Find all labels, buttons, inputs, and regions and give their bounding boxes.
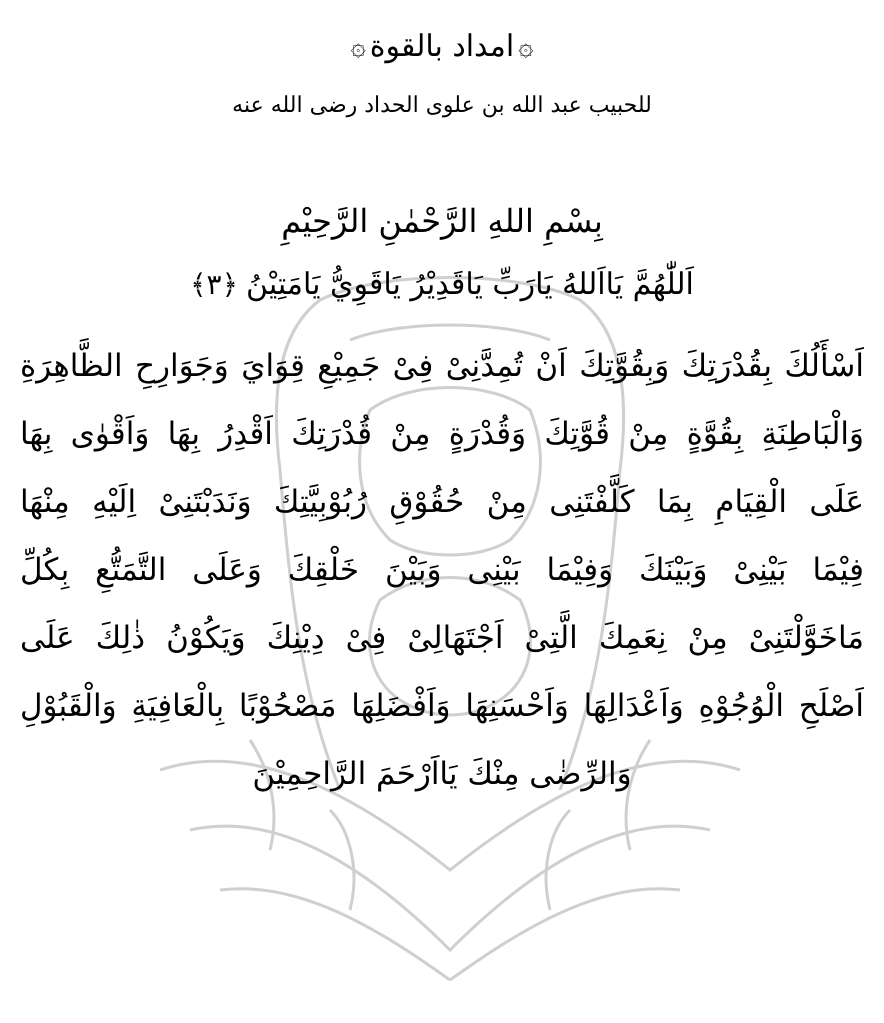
basmala: بِسْمِ اللهِ الرَّحْمٰنِ الرَّحِيْمِ [281,202,603,240]
repeat-count: ٣ [206,268,222,301]
prayer-line: اَسْأَلُكَ بِقُدْرَتِكَ وَبِقُوَّتِكَ اَنْ تُمِدَّنِىْ فِىْ جَمِيْعِ قِوَايَ وَجَوَارِحِ الظَّاهِرَةِ [20,348,864,384]
repeat-count-marker: ﴿٣﴾ [190,268,238,301]
attribution-subtitle: للحبيب عبد الله بن علوى الحداد رضى الله عنه [232,93,652,118]
prayer-line: وَالرِّضٰى مِنْكَ يَااَرْحَمَ الرَّاحِمِيْنَ [252,756,632,792]
prayer-line: مَاخَوَّلْتَنِىْ مِنْ نِعَمِكَ الَّتِىْ اَجْتَهَالِىْ فِىْ دِيْنِكَ وَيَكُوْنُ ذٰلِكَ عَلَى [20,620,864,656]
invocation-line [0,262,884,308]
title-row [0,22,884,72]
page-title: امداد بالقوة [369,29,515,64]
ornament-left-icon: ۞ [350,32,366,62]
ornament-right-icon: ۞ [518,32,534,62]
prayer-line: وَالْبَاطِنَةِ بِقُوَّةٍ مِنْ قُوَّتِكَ وَقُدْرَةٍ مِنْ قُدْرَتِكَ اَقْدِرُ بِهَا وَاَقْوٰى بِهَا [20,416,864,452]
invocation-text: اَللّٰهُمَّ يَااَللهُ يَارَبِّ يَاقَدِيْرُ يَاقَوِيُّ يَامَتِيْنُ [245,267,694,302]
prayer-line: عَلَى الْقِيَامِ بِمَا كَلَّفْتَنِى مِنْ حُقُوْقِ رُبُوْبِيَّتِكَ وَنَدَبْتَنِىْ اِلَيْهِ مِنْهَا [20,484,864,520]
prayer-line: اَصْلَحِ الْوُجُوْهِ وَاَعْدَالِهَا وَاَحْسَنِهَا وَاَفْضَلِهَا مَصْحُوْبًا بِالْعَافِيَةِ وَالْقَبُوْلِ [20,688,864,724]
prayer-line: فِيْمَا بَيْنِىْ وَبَيْنَكَ وَفِيْمَا بَيْنِى وَبَيْنَ خَلْقِكَ وَعَلَى التَّمَتُّعِ بِكُلِّ [20,552,864,588]
prayer-body [20,332,864,808]
